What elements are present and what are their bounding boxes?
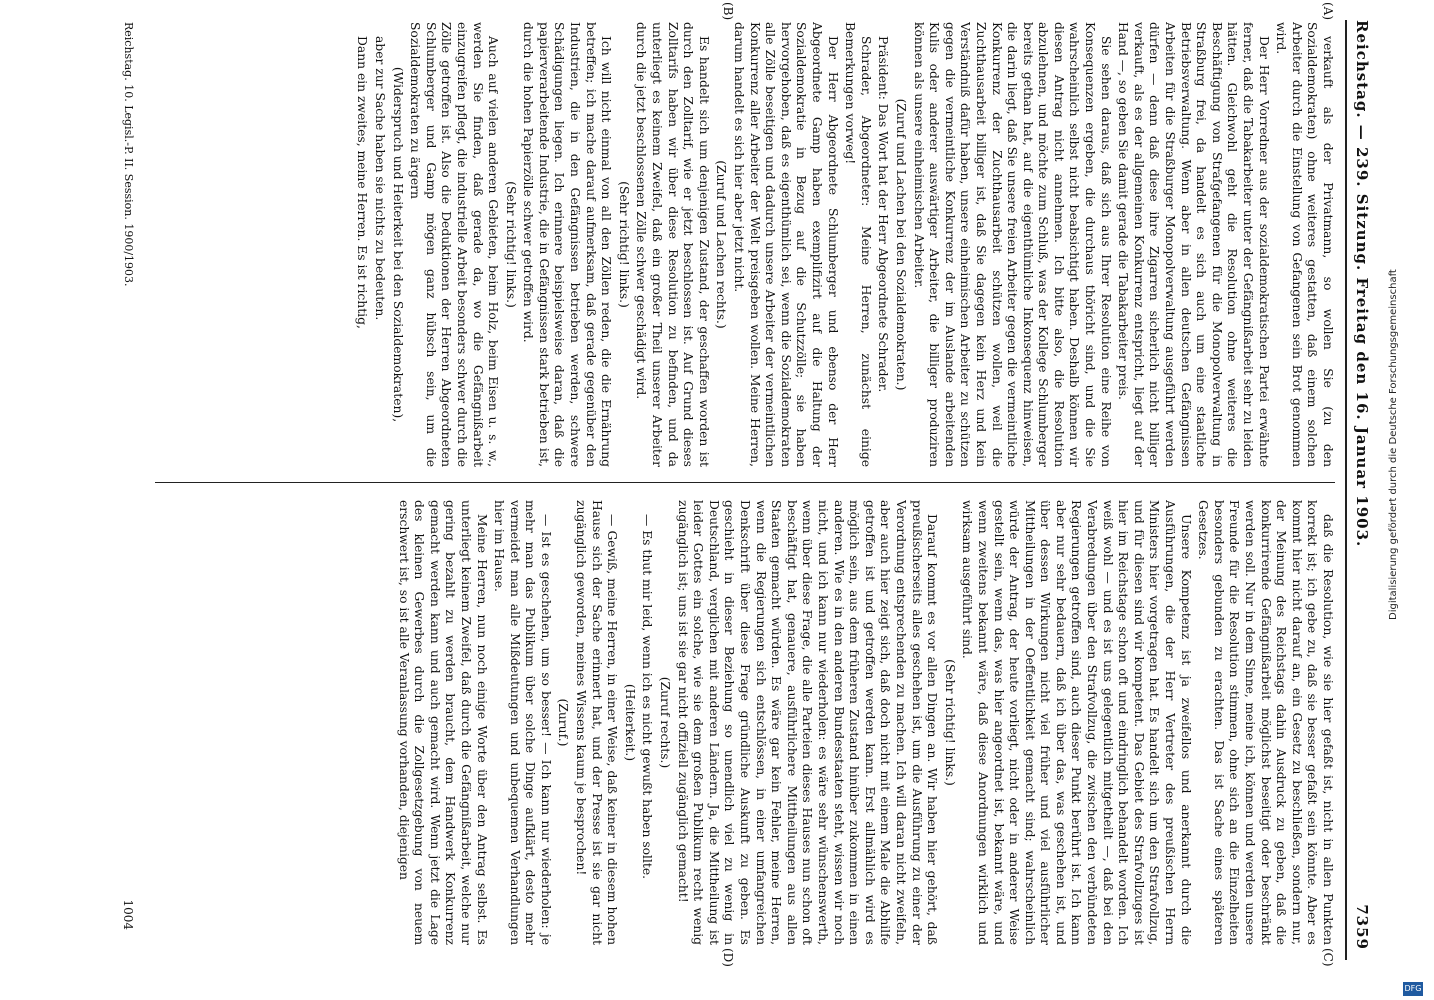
paragraph: Es handelt sich um denjenigen Zustand, der geschaffen worden ist durch den Zolltarif, wie er jetzt beschlossen ist. Auf Grund dieses Zolltarifs haben wir über diese Resolution zu befinden, und da unterliegt es keinem Zweifel, daß ein großer Theil unserer Arbeiter durch die jetzt beschlossenen Zölle schwer geschädigt wird.: [634, 22, 711, 467]
paragraph: Auch auf vielen anderen Gebieten, beim Holz, beim Eisen u. s. w., werden Sie finden, daß gerade da, wo die Gefängnißarbeit einzugreifen pflegt, die industrielle Arbeit besonders schwer durch die Zölle getroffen ist. Also die Deduktionen der Herren Abgeordneten Schlumberger und Gamp mögen ganz hübsch sein, um die Sozialdemokraten zu ärgern: [408, 22, 501, 467]
dfg-logo-icon: DFG: [1403, 982, 1423, 996]
digitization-credit: Digitalisierung gefördert durch die Deutsche Forschungsgemeinschaft: [1388, 269, 1399, 620]
header-title: Reichstag. — 239. Sitzung. Freitag den 16. Januar 1903.: [1353, 20, 1371, 548]
text-column-left: [155, 22, 1335, 467]
margin-marker-c: (C): [1321, 948, 1335, 967]
margin-marker-d: (D): [721, 948, 735, 967]
page-header: [1345, 0, 1375, 970]
rotated-page: [75, 0, 1375, 970]
paragraph: Der Herr Vorredner aus der sozialdemokratischen Partei erwähnte ferner, daß die Tabakarbeiter unter der Gefängnißarbeit sehr zu leiden hätten. Gleichwohl geht die Resolution ohne weiteres die Beschäftigung von Strafgefangenen für die Monopolverwaltung in Straßburg frei, da handelt es sich auch um eine staatliche Betriebsverwaltung. Wenn aber in allen deutschen Gefängnissen Arbeiten für die Straßburger Monopolverwaltung ausgeführt werden dürfen — denn daß diese ihre Zigarren sicherlich nicht billiger verkauft, als es der allgemeinen Konkurrenz entspricht, liegt auf der Hand —, so geben Sie damit gerade die Tabakarbeiter preis.: [1116, 22, 1271, 467]
paragraph: — Gewiß, meine Herren, in einer Weise, daß keiner in diesem hohen Hause sich der Sache erinnert hat, und der Presse ist sie gar nicht zugänglich geworden, meines Wissens kaum je besprochen!: [574, 500, 620, 945]
page-footer: Reichstag. 10. Legisl.-P. II. Session. 1900/1903.: [122, 22, 135, 287]
paragraph: Schrader, Abgeordneter: Meine Herren, zunächst einige Bemerkungen vorweg!: [843, 22, 873, 467]
paragraph: Der Herr Abgeordnete Schlumberger und ebenso der Herr Abgeordnete Gamp haben exemplifizirt auf die Haltung der Sozialdemokratie in Bezug auf die Schutzzölle; sie haben hervorgehoben, daß es eigenthümlich sei, wenn die Sozialdemokraten alle Zölle beseitigen und dadurch unsere Arbeiter der vermeintlichen Konkurrenz aller Arbeiter der Welt preisgeben wollen. Meine Herren, darum handelt es sich hier aber jetzt nicht.: [732, 22, 840, 467]
header-rule: [1345, 20, 1347, 960]
interjection: (Sehr richtig! links.): [503, 181, 518, 308]
text-column-right: [155, 500, 1335, 945]
paragraph: Präsident: Das Wort hat der Herr Abgeordnete Schrader.: [876, 36, 891, 393]
margin-marker-a: (A): [1321, 2, 1335, 21]
paragraph: Unsere Kompetenz ist ja zweifellos und anerkannt durch die Ausführungen, die der Herr Vertreter des preußischen Herrn Ministers hier vorgetragen hat. Es handelt sich um den Strafvollzug, und für diesen sind wir kompetent. Das Gebiet des Strafvollzuges ist hier im Reichstage schon oft und eindringlich behandelt worden. Ich weiß wohl — und es ist uns gelegentlich mitgetheilt —, daß bei den Verabredungen über den Strafvollzug, die zwischen den verbündeten Regierungen getroffen sind, auch dieser Punkt berührt ist. Ich kann aber nur sehr bedauern, daß ich über das, was geschehen ist, und über dessen Wirkungen nicht viel früher und viel ausführlicher Mittheilungen in der Oeffentlichkeit gemacht sind; wahrscheinlich würde der Antrag, der heute vorliegt, nicht oder in anderer Weise gestellt sein, wenn das, was hier angeordnet ist, bekannt wäre, und wenn zweitens bekannt wäre, daß diese Anordnungen wirklich und wirksam ausgeführt sind.: [960, 500, 1193, 945]
paragraph: Sie sehen daraus, daß sich aus Ihrer Resolution eine Reihe von Konsequenzen ergeben, die durchaus thöricht sind, und die Sie wahrscheinlich selbst nicht beabsichtigt haben. Deshalb können wir diesen Antrag nicht annehmen. Ich bitte also, die Resolution abzulehnen, und möchte zum Schluß, was der Kollege Schlumberger bereits gethan hat, auf die eigenthümliche Inkonsequenz hinweisen, die darin liegt, daß Sie unsere freien Arbeiter gegen die vermeintliche Konkurrenz der Zuchthausarbeit schützen wollen, weil die Zuchthausarbeit billiger ist, daß Sie dagegen kein Herz und kein Verständniß dafür haben, unsere einheimischen Arbeiter zu schützen gegen die vermeintliche Konkurrenz der im Auslande arbeitenden Kulis oder anderer auswärtiger Arbeiter, die billiger produziren können als unsere einheimischen Arbeiter.: [911, 22, 1113, 467]
interjection: (Zuruf und Lachen rechts.): [714, 160, 729, 329]
interjection: (Heiterkeit.): [622, 683, 637, 762]
column-divider: [155, 482, 1335, 483]
paragraph: aber zur Sache haben sie nichts zu bedeuten.: [372, 36, 387, 321]
paragraph: Dann ein zweites, meine Herren. Es ist richtig,: [355, 36, 370, 329]
header-page-number: 7359: [1353, 904, 1371, 950]
paragraph: Darauf kommt es vor allen Dingen an. Wir haben hier gehört, daß preußischerseits alles geschehen ist, um die Ausführung zu einer der Verordnung entsprechenden zu machen. Ich will daran nicht zweifeln, aber auch hier zeigt sich, daß doch nicht mit einem Male die Abhilfe getroffen ist und getroffen werden kann. Erst allmählich wird es möglich sein, aus dem früheren Zustand hinüber zukommen in einen anderen. Wie es in den anderen Bundesstaaten steht, wissen wir noch nicht, und ich kann nur wiederholen: es wäre sehr wünschenswerth, wenn über diese Frage, die alle Parteien dieses Hauses nun schon oft beschäftigt hat, genauere, ausführlichere Mittheilungen aus allen Staaten gemacht würden. Es wäre gar kein Fehler, meine Herren, wenn die Regierungen sich entschlössen, in einer umfangreichen Denkschrift über diese Frage gründliche Auskunft zu geben. Es geschieht in dieser Beziehung so unendlich viel zu wenig in Deutschland, verglichen mit anderen Ländern. Ja, die Mittheilung ist leider Gottes ein solche, wie sie dem großen Publikum recht wenig zugänglich ist; uns ist sie gar nicht offiziell zugänglich gemacht!: [675, 500, 940, 945]
paragraph: — Ist es geschehen, um so besser! — Ich kann nur wiederholen: je mehr man das Publikum über solche Dinge aufklärt, desto mehr vermeidet man alle Mißdeutungen und unbequemen Verhandlungen hier im Hause.: [492, 500, 553, 945]
interjection: (Sehr richtig! links.): [616, 181, 631, 308]
interjection: (Zuruf.): [556, 698, 571, 747]
paragraph: daß die Resolution, wie sie hier gefaßt ist, nicht in allen Punkten korrekt ist; ich gebe zu, daß sie besser gefaßt sein könnte. Aber es kommt hier nicht darauf an, ein Gesetz zu beschließen, sondern nur, der Meinung des Reichstags dahin Ausdruck zu geben, daß die konkurrirende Gefängnißarbeit möglichst beseitigt oder beschränkt werden soll. Nur in dem Sinne, meine ich, können und werden unsere Freunde für die Resolution stimmen, ohne sich an die Einzelheiten besonders gebunden zu erachten. Das ist Sache eines späteren Gesetzes.: [1196, 500, 1335, 945]
interjection: (Zuruf und Lachen bei den Sozialdemokraten.): [893, 98, 908, 391]
paragraph: Ich will nicht einmal von all den Zöllen reden, die die Ernährung betreffen; ich mache darauf aufmerksam, daß gerade gegenüber den Industrien, die in den Gefängnissen betrieben werden, schwere Schädigungen liegen. Ich erinnere beispielsweise daran, daß die papierverarbeitende Industrie, die in Gefängnissen stark betrieben ist, durch die hohen Papierzölle schwer getroffen wird.: [521, 22, 614, 467]
interjection: (Widerspruch und Heiterkeit bei den Sozialdemokraten),: [390, 66, 405, 423]
paragraph: — Es thut mir leid, wenn ich es nicht gewußt haben sollte.: [640, 514, 655, 880]
interjection: (Sehr richtig! links.): [942, 659, 957, 786]
paragraph: Meine Herren, nun noch einige Worte über den Antrag selbst. Es unterliegt keinem Zweifel, daß durch die Gefängnißarbeit, welche nur gering bezahlt zu werden braucht, dem Handwerk Konkurrenz gemacht werden kann und auch gemacht wird. Wenn jetzt die Lage des kleinen Gewerbes durch die Zollgesetzgebung von neuem erschwert ist, so ist alle Veranlassung vorhanden, diejenigen: [396, 500, 489, 945]
margin-marker-b: (B): [721, 2, 735, 21]
interjection: (Zuruf rechts.): [658, 676, 673, 769]
paragraph: verkauft als der Privatmann, so wollen Sie (zu den Sozialdemokraten) ohne weiteres gestatten, daß einem solchen Arbeiter durch die Einstellung von Gefangenen sein Brot genommen wird.: [1274, 22, 1335, 467]
footer-page-number: 1004: [121, 899, 135, 930]
